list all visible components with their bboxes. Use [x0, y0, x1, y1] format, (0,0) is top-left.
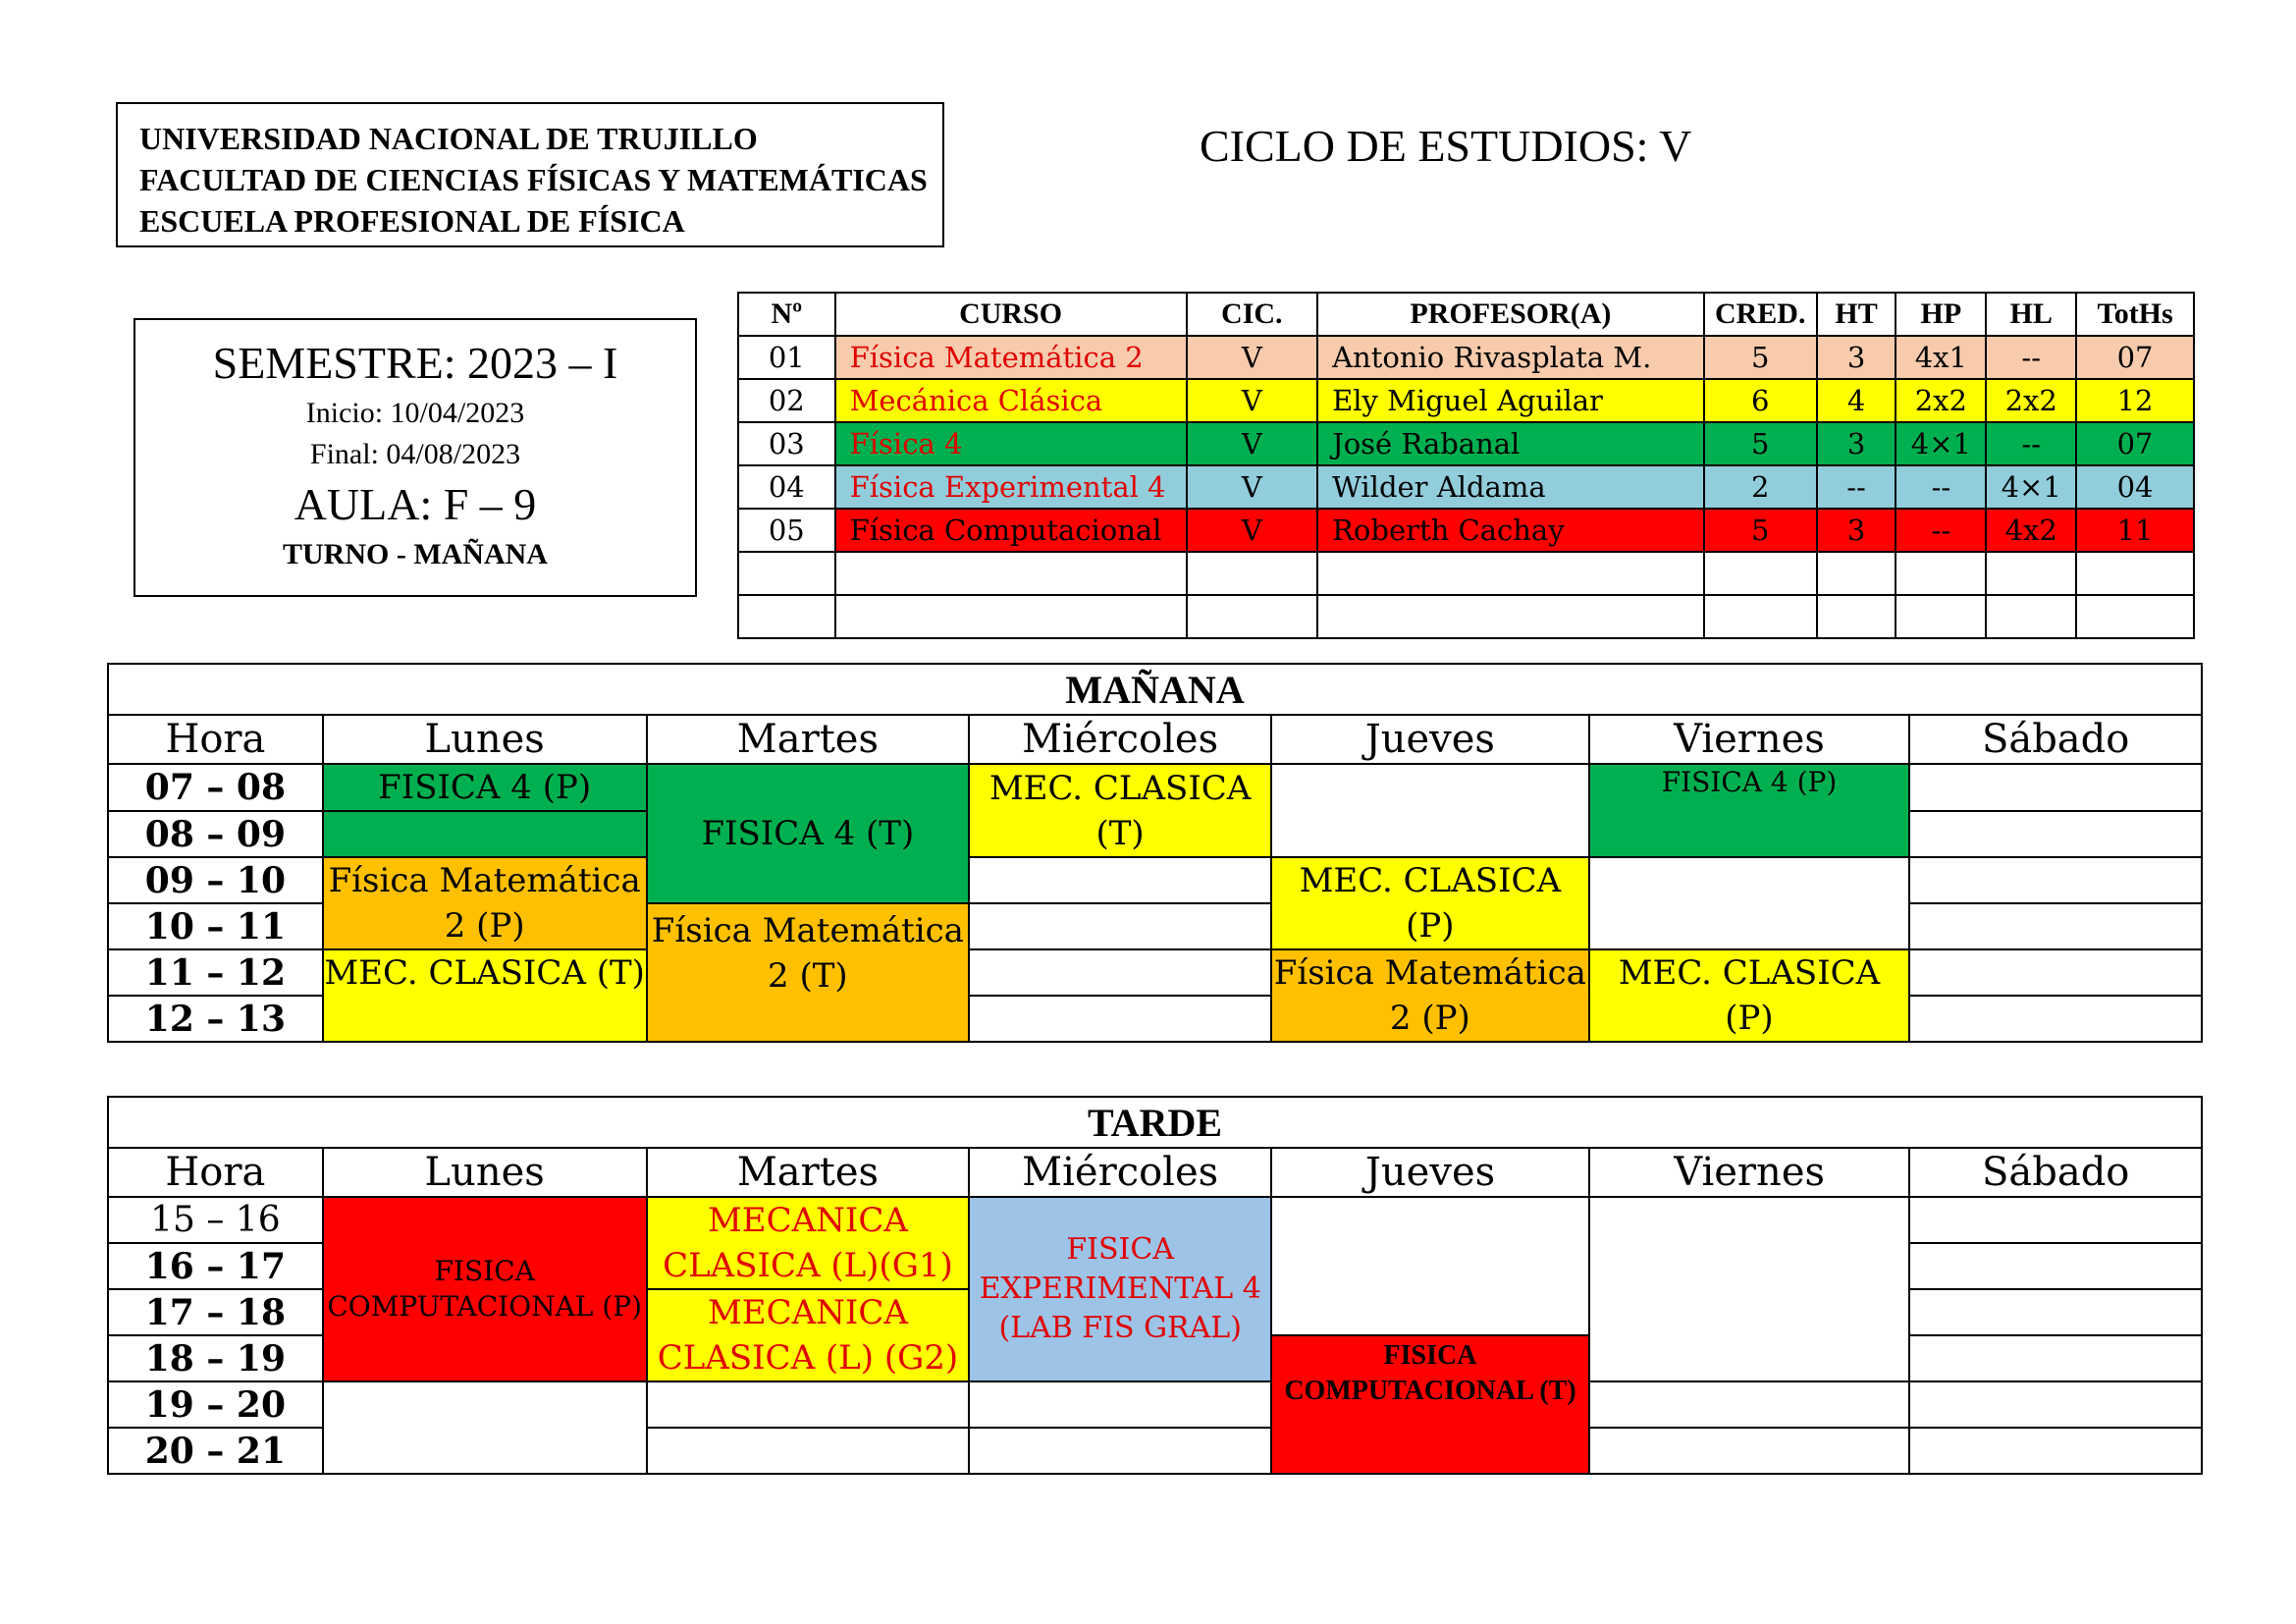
- class-block: FISICA COMPUTACIONAL (T): [1271, 1335, 1589, 1474]
- course-cycle: V: [1187, 379, 1318, 422]
- course-ht: 3: [1817, 422, 1896, 465]
- hour-label: 15 – 16: [108, 1197, 323, 1243]
- classroom: AULA: F – 9: [294, 479, 537, 529]
- empty-slot: [647, 1381, 970, 1428]
- class-block-cont: [323, 811, 647, 857]
- empty-slot: [1909, 1197, 2202, 1243]
- table-row: [738, 509, 2194, 552]
- table-row: [738, 465, 2194, 509]
- course-hp: 4x1: [1896, 336, 1986, 379]
- header-hp: HP: [1896, 293, 1986, 336]
- course-credits: 2: [1704, 465, 1817, 509]
- course-name: Física Matemática 2: [835, 336, 1187, 379]
- empty-slot: [969, 1381, 1271, 1428]
- table-row-empty: [738, 552, 2194, 595]
- shift: TURNO - MAÑANA: [283, 538, 548, 570]
- empty-slot: [969, 903, 1271, 949]
- empty-slot: [1589, 857, 1910, 949]
- course-total: 04: [2076, 465, 2194, 509]
- course-number: 05: [738, 509, 835, 552]
- course-credits: 5: [1704, 509, 1817, 552]
- empty-slot: [1909, 1289, 2202, 1335]
- faculty-name: FACULTAD DE CIENCIAS FÍSICAS Y MATEMÁTICAS: [139, 162, 928, 197]
- course-hl: 2x2: [1986, 379, 2076, 422]
- header-saturday: Sábado: [1909, 715, 2202, 764]
- header-professor: PROFESOR(A): [1317, 293, 1704, 336]
- class-block: MEC. CLASICA (T): [969, 764, 1271, 857]
- hour-label: 18 – 19: [108, 1335, 323, 1381]
- header-course: CURSO: [835, 293, 1187, 336]
- hour-label: 09 – 10: [108, 857, 323, 903]
- course-name: Mecánica Clásica: [835, 379, 1187, 422]
- empty-slot: [1909, 811, 2202, 857]
- class-block: FISICA 4 (T): [647, 764, 970, 903]
- school-name: ESCUELA PROFESIONAL DE FÍSICA: [139, 203, 685, 239]
- class-block: FISICA COMPUTACIONAL (P): [323, 1197, 647, 1381]
- class-block: Física Matemática 2 (P): [323, 857, 647, 949]
- header-hl: HL: [1986, 293, 2076, 336]
- semester-box: [133, 318, 697, 597]
- course-ht: 4: [1817, 379, 1896, 422]
- header-total-hours: TotHs: [2076, 293, 2194, 336]
- class-block: Física Matemática 2 (P): [1271, 949, 1589, 1042]
- table-row: [738, 336, 2194, 379]
- header-hour: Hora: [108, 715, 323, 764]
- header-monday: Lunes: [323, 715, 647, 764]
- empty-slot: [323, 1381, 647, 1474]
- course-hp: 2x2: [1896, 379, 1986, 422]
- course-cycle: V: [1187, 422, 1318, 465]
- empty-slot: [1271, 764, 1589, 857]
- class-block: FISICA EXPERIMENTAL 4 (LAB FIS GRAL): [969, 1197, 1271, 1381]
- header-thursday: Jueves: [1271, 1148, 1589, 1197]
- empty-slot: [1909, 1381, 2202, 1428]
- header-hour: Hora: [108, 1148, 323, 1197]
- header-wednesday: Miércoles: [969, 715, 1271, 764]
- header-thursday: Jueves: [1271, 715, 1589, 764]
- afternoon-title: TARDE: [108, 1097, 2202, 1148]
- class-block: FISICA 4 (P): [323, 764, 647, 811]
- table-row: [738, 379, 2194, 422]
- empty-slot: [1589, 1381, 1910, 1428]
- empty-slot: [1909, 1428, 2202, 1474]
- hour-label: 20 – 21: [108, 1428, 323, 1474]
- institution-box: [116, 102, 944, 247]
- header-tuesday: Martes: [647, 715, 970, 764]
- course-total: 07: [2076, 336, 2194, 379]
- empty-slot: [1909, 764, 2202, 811]
- course-name: Física 4: [835, 422, 1187, 465]
- header-tuesday: Martes: [647, 1148, 970, 1197]
- course-hl: --: [1986, 422, 2076, 465]
- header-monday: Lunes: [323, 1148, 647, 1197]
- hour-label: 16 – 17: [108, 1243, 323, 1289]
- empty-slot: [1909, 996, 2202, 1042]
- afternoon-schedule: [107, 1096, 2203, 1475]
- morning-title: MAÑANA: [108, 664, 2202, 715]
- class-block: FISICA 4 (P): [1589, 764, 1910, 857]
- course-number: 04: [738, 465, 835, 509]
- semester-start: Inicio: 10/04/2023: [305, 397, 525, 429]
- class-block: MEC. CLASICA (P): [1589, 949, 1910, 1042]
- header-cycle: CIC.: [1187, 293, 1318, 336]
- header-saturday: Sábado: [1909, 1148, 2202, 1197]
- university-name: UNIVERSIDAD NACIONAL DE TRUJILLO: [139, 121, 758, 156]
- hour-label: 12 – 13: [108, 996, 323, 1042]
- course-professor: Roberth Cachay: [1317, 509, 1704, 552]
- hour-label: 19 – 20: [108, 1381, 323, 1428]
- course-hl: 4×1: [1986, 465, 2076, 509]
- course-total: 11: [2076, 509, 2194, 552]
- course-number: 03: [738, 422, 835, 465]
- empty-slot: [1589, 1428, 1910, 1474]
- course-hl: --: [1986, 336, 2076, 379]
- course-professor: Ely Miguel Aguilar: [1317, 379, 1704, 422]
- course-name: Física Computacional: [835, 509, 1187, 552]
- courses-header-row: [738, 293, 2194, 336]
- course-credits: 5: [1704, 422, 1817, 465]
- table-row: [738, 422, 2194, 465]
- course-total: 07: [2076, 422, 2194, 465]
- hour-label: 17 – 18: [108, 1289, 323, 1335]
- course-total: 12: [2076, 379, 2194, 422]
- course-number: 02: [738, 379, 835, 422]
- empty-slot: [1909, 903, 2202, 949]
- header-ht: HT: [1817, 293, 1896, 336]
- courses-table: [737, 292, 2195, 639]
- course-credits: 6: [1704, 379, 1817, 422]
- course-hl: 4x2: [1986, 509, 2076, 552]
- morning-schedule: [107, 663, 2203, 1043]
- empty-slot: [969, 949, 1271, 996]
- header-friday: Viernes: [1589, 1148, 1910, 1197]
- header-number: Nº: [738, 293, 835, 336]
- semester-title: SEMESTRE: 2023 – I: [212, 338, 618, 388]
- semester-end: Final: 04/08/2023: [309, 438, 521, 470]
- empty-slot: [1909, 1243, 2202, 1289]
- empty-slot: [1271, 1197, 1589, 1335]
- hour-label: 07 – 08: [108, 764, 323, 811]
- class-block: MEC. CLASICA (T): [323, 949, 647, 1042]
- empty-slot: [1589, 1197, 1910, 1381]
- course-hp: --: [1896, 465, 1986, 509]
- course-cycle: V: [1187, 465, 1318, 509]
- hour-label: 11 – 12: [108, 949, 323, 996]
- course-cycle: V: [1187, 336, 1318, 379]
- class-block: MEC. CLASICA (P): [1271, 857, 1589, 949]
- empty-slot: [647, 1428, 970, 1474]
- empty-slot: [1909, 857, 2202, 903]
- course-hp: 4×1: [1896, 422, 1986, 465]
- class-block: MECANICA CLASICA (L)(G1): [647, 1197, 970, 1289]
- cycle-title: CICLO DE ESTUDIOS: V: [1200, 121, 1692, 171]
- course-cycle: V: [1187, 509, 1318, 552]
- course-professor: Antonio Rivasplata M.: [1317, 336, 1704, 379]
- table-row-empty: [738, 595, 2194, 638]
- course-number: 01: [738, 336, 835, 379]
- header-wednesday: Miércoles: [969, 1148, 1271, 1197]
- empty-slot: [1909, 949, 2202, 996]
- course-ht: 3: [1817, 509, 1896, 552]
- course-ht: 3: [1817, 336, 1896, 379]
- class-block: MECANICA CLASICA (L) (G2): [647, 1289, 970, 1381]
- course-hp: --: [1896, 509, 1986, 552]
- empty-slot: [969, 996, 1271, 1042]
- hour-label: 08 – 09: [108, 811, 323, 857]
- header-credits: CRED.: [1704, 293, 1817, 336]
- course-professor: José Rabanal: [1317, 422, 1704, 465]
- empty-slot: [969, 1428, 1271, 1474]
- course-ht: --: [1817, 465, 1896, 509]
- course-name: Física Experimental 4: [835, 465, 1187, 509]
- class-block: Física Matemática 2 (T): [647, 903, 970, 1042]
- course-credits: 5: [1704, 336, 1817, 379]
- empty-slot: [1909, 1335, 2202, 1381]
- course-professor: Wilder Aldama: [1317, 465, 1704, 509]
- hour-label: 10 – 11: [108, 903, 323, 949]
- header-friday: Viernes: [1589, 715, 1910, 764]
- empty-slot: [969, 857, 1271, 903]
